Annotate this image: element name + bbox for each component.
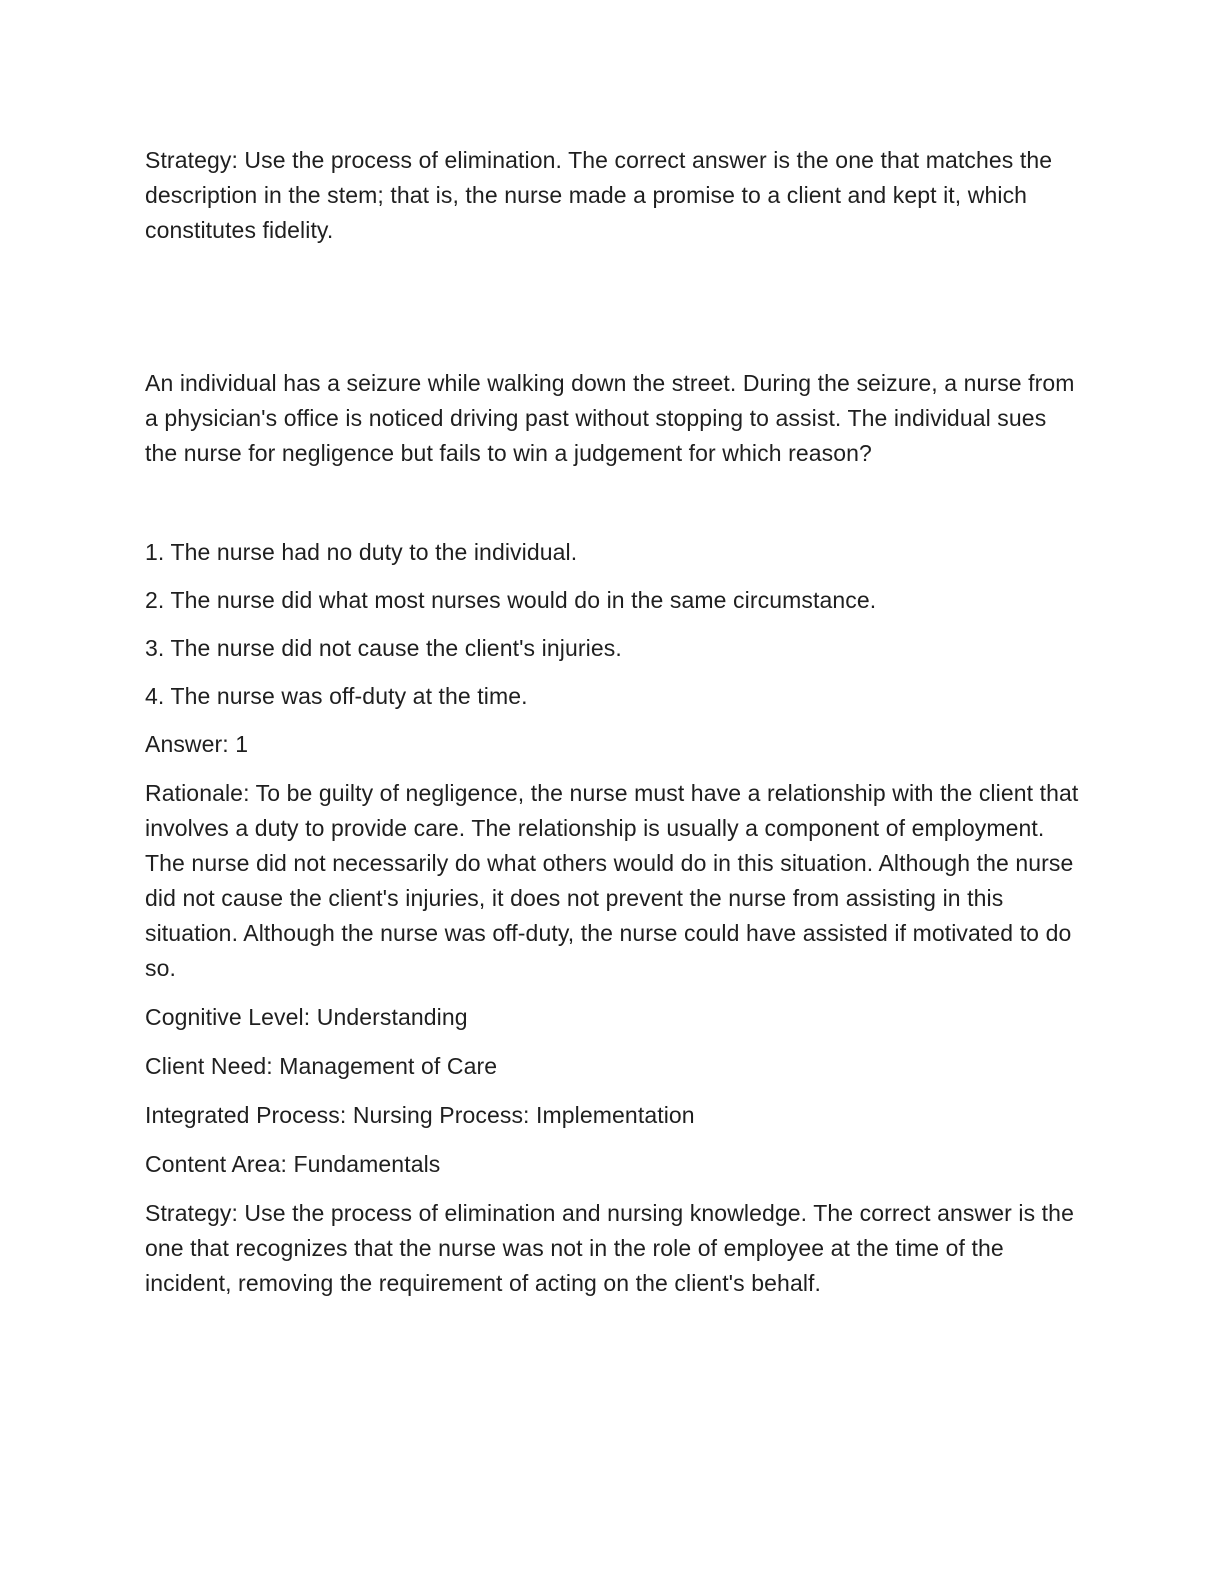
answer-option-3: 3. The nurse did not cause the client's injuries. xyxy=(145,635,622,661)
answer-line: Answer: 1 xyxy=(145,731,249,757)
question-stem: An individual has a seizure while walking down the street. During the seizure, a nurse from a physician's office is noticed driving past without stopping to assist. The individual sues the nurse for negligence but fails to win a judgement for which reason? xyxy=(145,370,1075,466)
rationale-paragraph: Rationale: To be guilty of negligence, the nurse must have a relationship with the client that involves a duty to provide care. The relationship is usually a component of employment. The nurse did not necessarily do what others would do in this situation. Although the nurse did not cause the client's injuries, it does not prevent the nurse from assisting in this situation. Although the nurse was off-duty, the nurse could have assisted if motivated to do so. xyxy=(145,780,1079,981)
answer-option-4: 4. The nurse was off-duty at the time. xyxy=(145,683,528,709)
answer-option-1: 1. The nurse had no duty to the individual. xyxy=(145,539,578,565)
strategy-paragraph-previous-question: Strategy: Use the process of elimination. The correct answer is the one that matches the description in the stem; that is, the nurse made a promise to a client and kept it, which constitutes fidelity. xyxy=(145,147,1053,243)
content-area-line: Content Area: Fundamentals xyxy=(145,1151,441,1177)
cognitive-level-line: Cognitive Level: Understanding xyxy=(145,1004,468,1030)
client-need-line: Client Need: Management of Care xyxy=(145,1053,498,1079)
answer-option-2: 2. The nurse did what most nurses would do in the same circumstance. xyxy=(145,587,877,613)
integrated-process-line: Integrated Process: Nursing Process: Implementation xyxy=(145,1102,695,1128)
strategy-paragraph-current-question: Strategy: Use the process of elimination and nursing knowledge. The correct answer is the one that recognizes that the nurse was not in the role of employee at the time of the incident, removing the requirement of acting on the client's behalf. xyxy=(145,1200,1074,1296)
